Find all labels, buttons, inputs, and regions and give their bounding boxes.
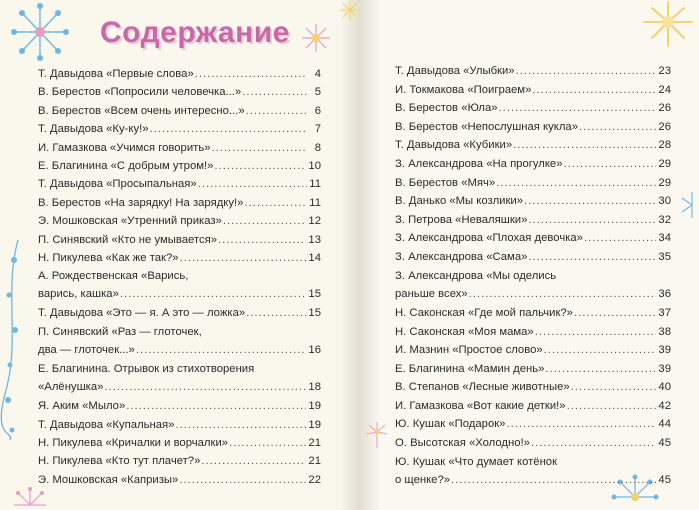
dot-leader bbox=[506, 417, 656, 431]
toc-entry-title: Т. Давыдова «Купальная» bbox=[38, 418, 175, 431]
dot-chain-icon bbox=[0, 240, 24, 440]
dot-leader bbox=[229, 436, 306, 450]
toc-entry-page: 13 bbox=[308, 233, 321, 246]
toc-entry[interactable] bbox=[38, 473, 321, 491]
toc-entry-page: 4 bbox=[314, 68, 321, 80]
dot-leader bbox=[564, 157, 657, 171]
toc-entry-page: 21 bbox=[308, 455, 321, 468]
flower-burst-icon bbox=[300, 22, 332, 54]
toc-entry[interactable] bbox=[395, 83, 671, 102]
toc-entry-title: Е. Благинина «Мамин день» bbox=[395, 362, 545, 375]
toc-entry-title: П. Синявский «Раз — глоточек, bbox=[38, 325, 202, 338]
toc-entry[interactable] bbox=[38, 418, 321, 436]
toc-entry-title: З. Петрова «Неваляшки» bbox=[395, 213, 528, 226]
toc-entry[interactable] bbox=[38, 85, 321, 103]
toc-entry[interactable] bbox=[395, 101, 671, 120]
toc-entry[interactable] bbox=[38, 177, 321, 195]
dot-leader bbox=[545, 362, 656, 376]
toc-entry-page: 15 bbox=[308, 307, 321, 320]
toc-entry[interactable] bbox=[395, 269, 671, 306]
toc-entry[interactable] bbox=[38, 251, 321, 269]
toc-entry-page: 11 bbox=[309, 178, 321, 191]
toc-entry[interactable] bbox=[38, 362, 321, 399]
toc-entry-page: 35 bbox=[658, 250, 671, 263]
toc-entry-title: В. Степанов «Лесные животные» bbox=[395, 381, 570, 394]
dot-leader bbox=[246, 104, 307, 118]
toc-entry-title: И. Гамазкова «Вот какие детки!» bbox=[395, 399, 566, 412]
toc-entry-title: Н. Пикулева «Как же так?» bbox=[38, 251, 179, 264]
toc-entry[interactable] bbox=[395, 138, 671, 157]
toc-entry-page: 26 bbox=[658, 120, 671, 133]
toc-entry-title: В. Берестов «Непослушная кукла» bbox=[395, 120, 578, 133]
toc-entry[interactable] bbox=[395, 455, 671, 492]
toc-entry-page: 29 bbox=[658, 157, 671, 170]
toc-entry-title: Э. Мошковская «Утренний приказ» bbox=[38, 215, 222, 228]
toc-entry-title-cont: о щенке?» bbox=[395, 473, 451, 486]
toc-entry[interactable] bbox=[395, 194, 671, 213]
toc-entry[interactable] bbox=[395, 399, 671, 418]
toc-entry-title: Е. Благинина «С добрым утром!» bbox=[38, 159, 214, 172]
toc-entry-page: 28 bbox=[658, 139, 671, 152]
toc-entry[interactable] bbox=[395, 343, 671, 362]
toc-entry-page: 18 bbox=[308, 381, 321, 394]
toc-entry-title: И. Гамазкова «Учимся говорить» bbox=[38, 141, 211, 154]
toc-entry-title: П. Синявский «Кто не умывается» bbox=[38, 233, 218, 246]
toc-entry[interactable] bbox=[38, 104, 321, 122]
toc-entry-title: В. Берестов «Мяч» bbox=[395, 176, 496, 189]
toc-entry-title: Т. Давыдова «Это — я. А это — ложка» bbox=[38, 307, 246, 320]
toc-entry-page: 12 bbox=[308, 215, 321, 228]
toc-entry[interactable] bbox=[38, 233, 321, 251]
dot-leader bbox=[531, 436, 656, 450]
dot-leader bbox=[574, 306, 656, 320]
toc-entry-title-cont: два — глоточек...» bbox=[38, 343, 135, 356]
toc-entry-page: 29 bbox=[658, 176, 671, 189]
toc-entry-page: 30 bbox=[658, 195, 671, 208]
toc-entry[interactable] bbox=[395, 64, 671, 83]
toc-entry[interactable] bbox=[395, 380, 671, 399]
toc-entry-page: 39 bbox=[658, 344, 671, 357]
toc-entry-page: 14 bbox=[308, 251, 321, 264]
toc-entry-title: И. Мазнин «Простое слово» bbox=[395, 344, 543, 357]
dot-leader bbox=[179, 473, 306, 487]
dot-leader bbox=[496, 176, 656, 190]
dot-leader bbox=[579, 120, 656, 134]
toc-entry[interactable] bbox=[38, 214, 321, 232]
toc-entry-title: В. Берестов «Всем очень интересно...» bbox=[38, 104, 245, 117]
dot-leader bbox=[528, 213, 656, 227]
toc-entry[interactable] bbox=[395, 176, 671, 195]
toc-entry-title: З. Александрова «На прогулке» bbox=[395, 157, 563, 170]
dot-leader bbox=[544, 343, 657, 357]
toc-entry-page: 19 bbox=[308, 400, 321, 413]
toc-entry[interactable] bbox=[38, 196, 321, 214]
toc-entry-title: Т. Давыдова «Первые слова» bbox=[38, 68, 194, 80]
toc-entry-page: 45 bbox=[658, 437, 671, 450]
flower-burst-icon bbox=[640, 0, 696, 50]
toc-entry-title: Ю. Кушак «Что думает котёнок bbox=[395, 455, 558, 468]
dot-leader bbox=[136, 343, 307, 357]
toc-entry-title: Я. Аким «Мыло» bbox=[38, 400, 126, 413]
toc-entry-title: З. Александрова «Мы оделись bbox=[395, 269, 557, 282]
toc-entry-title-cont: варись, кашка» bbox=[38, 288, 119, 301]
toc-entry-page: 40 bbox=[658, 381, 671, 394]
toc-entry[interactable] bbox=[395, 231, 671, 250]
dot-leader bbox=[513, 138, 656, 152]
toc-entry-page: 22 bbox=[308, 473, 321, 486]
flower-burst-icon bbox=[335, 0, 365, 22]
toc-entry-title: В. Берестов «Попросили человечка...» bbox=[38, 86, 242, 99]
dot-leader bbox=[126, 399, 306, 413]
toc-entry-page: 38 bbox=[658, 325, 671, 338]
toc-entry[interactable] bbox=[395, 213, 671, 232]
toc-entry-title: В. Берестов «На зарядку! На зарядку!» bbox=[38, 196, 244, 209]
toc-entry[interactable] bbox=[395, 436, 671, 455]
toc-entry-title: Ю. Кушак «Подарок» bbox=[395, 418, 506, 431]
toc-entry[interactable] bbox=[395, 250, 671, 269]
dot-leader bbox=[218, 233, 306, 247]
dot-leader bbox=[571, 380, 657, 394]
toc-entry-title: О. Высотская «Холодно!» bbox=[395, 437, 530, 450]
toc-entry-page: 44 bbox=[658, 418, 671, 431]
dandelion-icon bbox=[365, 420, 389, 450]
toc-entry-page: 21 bbox=[308, 437, 321, 450]
toc-entry-title: Т. Давыдова «Просыпальная» bbox=[38, 178, 197, 191]
dot-leader bbox=[214, 159, 306, 173]
dot-leader bbox=[469, 287, 657, 301]
toc-entry-title: В. Данько «Мы козлики» bbox=[395, 195, 524, 208]
dot-leader bbox=[201, 454, 306, 468]
dot-leader bbox=[246, 306, 306, 320]
dot-leader bbox=[242, 85, 307, 99]
toc-entry[interactable] bbox=[38, 122, 321, 140]
toc-entry-title: Т. Давыдова «Кубики» bbox=[395, 139, 513, 152]
toc-entry-page: 11 bbox=[309, 196, 321, 209]
toc-entry-page: 34 bbox=[658, 232, 671, 245]
dot-leader bbox=[532, 83, 656, 97]
dot-leader bbox=[528, 250, 656, 264]
toc-entry-page: 37 bbox=[658, 306, 671, 319]
toc-entry-title: И. Токмакова «Поиграем» bbox=[395, 83, 532, 96]
toc-entry[interactable] bbox=[395, 362, 671, 381]
dot-leader bbox=[120, 287, 307, 301]
toc-entry[interactable] bbox=[38, 325, 321, 362]
contents-list-right bbox=[395, 64, 671, 492]
toc-entry[interactable] bbox=[38, 306, 321, 324]
contents-list-left bbox=[38, 67, 321, 491]
toc-entry-page: 42 bbox=[658, 399, 671, 412]
toc-entry-title: Н. Саконская «Где мой пальчик?» bbox=[395, 306, 573, 319]
toc-entry-title: З. Александрова «Сама» bbox=[395, 250, 528, 263]
toc-entry[interactable] bbox=[395, 325, 671, 344]
dot-leader bbox=[451, 473, 656, 487]
dot-leader bbox=[516, 64, 657, 78]
dot-leader bbox=[584, 231, 656, 245]
toc-entry-page: 5 bbox=[314, 86, 321, 99]
toc-entry-page: 36 bbox=[658, 287, 671, 300]
dot-leader bbox=[150, 122, 307, 136]
toc-entry-page: 8 bbox=[314, 141, 321, 154]
dot-leader bbox=[499, 101, 657, 115]
toc-entry-title: Н. Пикулева «Кто тут плачет?» bbox=[38, 455, 201, 468]
toc-entry-page: 7 bbox=[314, 123, 321, 136]
page-title: Содержание bbox=[100, 16, 290, 49]
toc-entry-title: Т. Давыдова «Ку-ку!» bbox=[38, 123, 149, 136]
dot-leader bbox=[104, 380, 306, 394]
dot-leader bbox=[223, 214, 307, 228]
dot-leader bbox=[535, 325, 657, 339]
toc-entry-title: Е. Благинина. Отрывок из стихотворения bbox=[38, 363, 255, 376]
toc-entry-page: 19 bbox=[308, 418, 321, 431]
toc-entry-page: 26 bbox=[658, 102, 671, 115]
toc-entry-page: 45 bbox=[658, 473, 671, 486]
dot-leader bbox=[244, 196, 307, 210]
toc-entry-page: 10 bbox=[308, 159, 321, 172]
toc-entry-title: Т. Давыдова «Улыбки» bbox=[395, 65, 515, 77]
dot-leader bbox=[198, 177, 307, 191]
dandelion-icon bbox=[10, 2, 70, 62]
toc-entry[interactable] bbox=[38, 399, 321, 417]
toc-entry[interactable] bbox=[38, 67, 321, 85]
toc-entry[interactable] bbox=[38, 436, 321, 454]
toc-entry-page: 23 bbox=[658, 65, 671, 77]
toc-entry[interactable] bbox=[38, 269, 321, 306]
toc-entry-title: Н. Пикулева «Кричалки и ворчалки» bbox=[38, 437, 229, 450]
toc-entry[interactable] bbox=[395, 157, 671, 176]
toc-entry-page: 15 bbox=[308, 288, 321, 301]
toc-entry-title-cont: «Алёнушка» bbox=[38, 381, 104, 394]
toc-entry[interactable] bbox=[395, 417, 671, 436]
toc-entry-title: Э. Мошковская «Капризы» bbox=[38, 473, 179, 486]
toc-entry[interactable] bbox=[38, 159, 321, 177]
toc-entry-page: 6 bbox=[314, 104, 321, 117]
toc-entry-page: 39 bbox=[658, 362, 671, 375]
toc-entry-page: 24 bbox=[658, 83, 671, 96]
toc-entry-title: В. Берестов «Юла» bbox=[395, 102, 498, 115]
toc-entry-page: 16 bbox=[308, 343, 321, 356]
dot-leader bbox=[567, 399, 657, 413]
toc-entry-title-cont: раньше всех» bbox=[395, 287, 468, 300]
toc-entry-page: 32 bbox=[658, 213, 671, 226]
flower-burst-icon bbox=[680, 190, 699, 220]
toc-entry-title: А. Рождественская «Варись, bbox=[38, 270, 189, 283]
toc-entry[interactable] bbox=[395, 306, 671, 325]
toc-entry[interactable] bbox=[38, 454, 321, 472]
toc-entry-title: Н. Саконская «Моя мама» bbox=[395, 325, 534, 338]
dot-leader bbox=[175, 418, 306, 432]
dot-leader bbox=[180, 251, 307, 265]
toc-entry[interactable] bbox=[395, 120, 671, 139]
dot-leader bbox=[195, 67, 307, 81]
dot-leader bbox=[212, 141, 308, 155]
toc-entry-title: З. Александрова «Плохая девочка» bbox=[395, 232, 583, 245]
toc-entry[interactable] bbox=[38, 141, 321, 159]
dot-leader bbox=[524, 194, 656, 208]
